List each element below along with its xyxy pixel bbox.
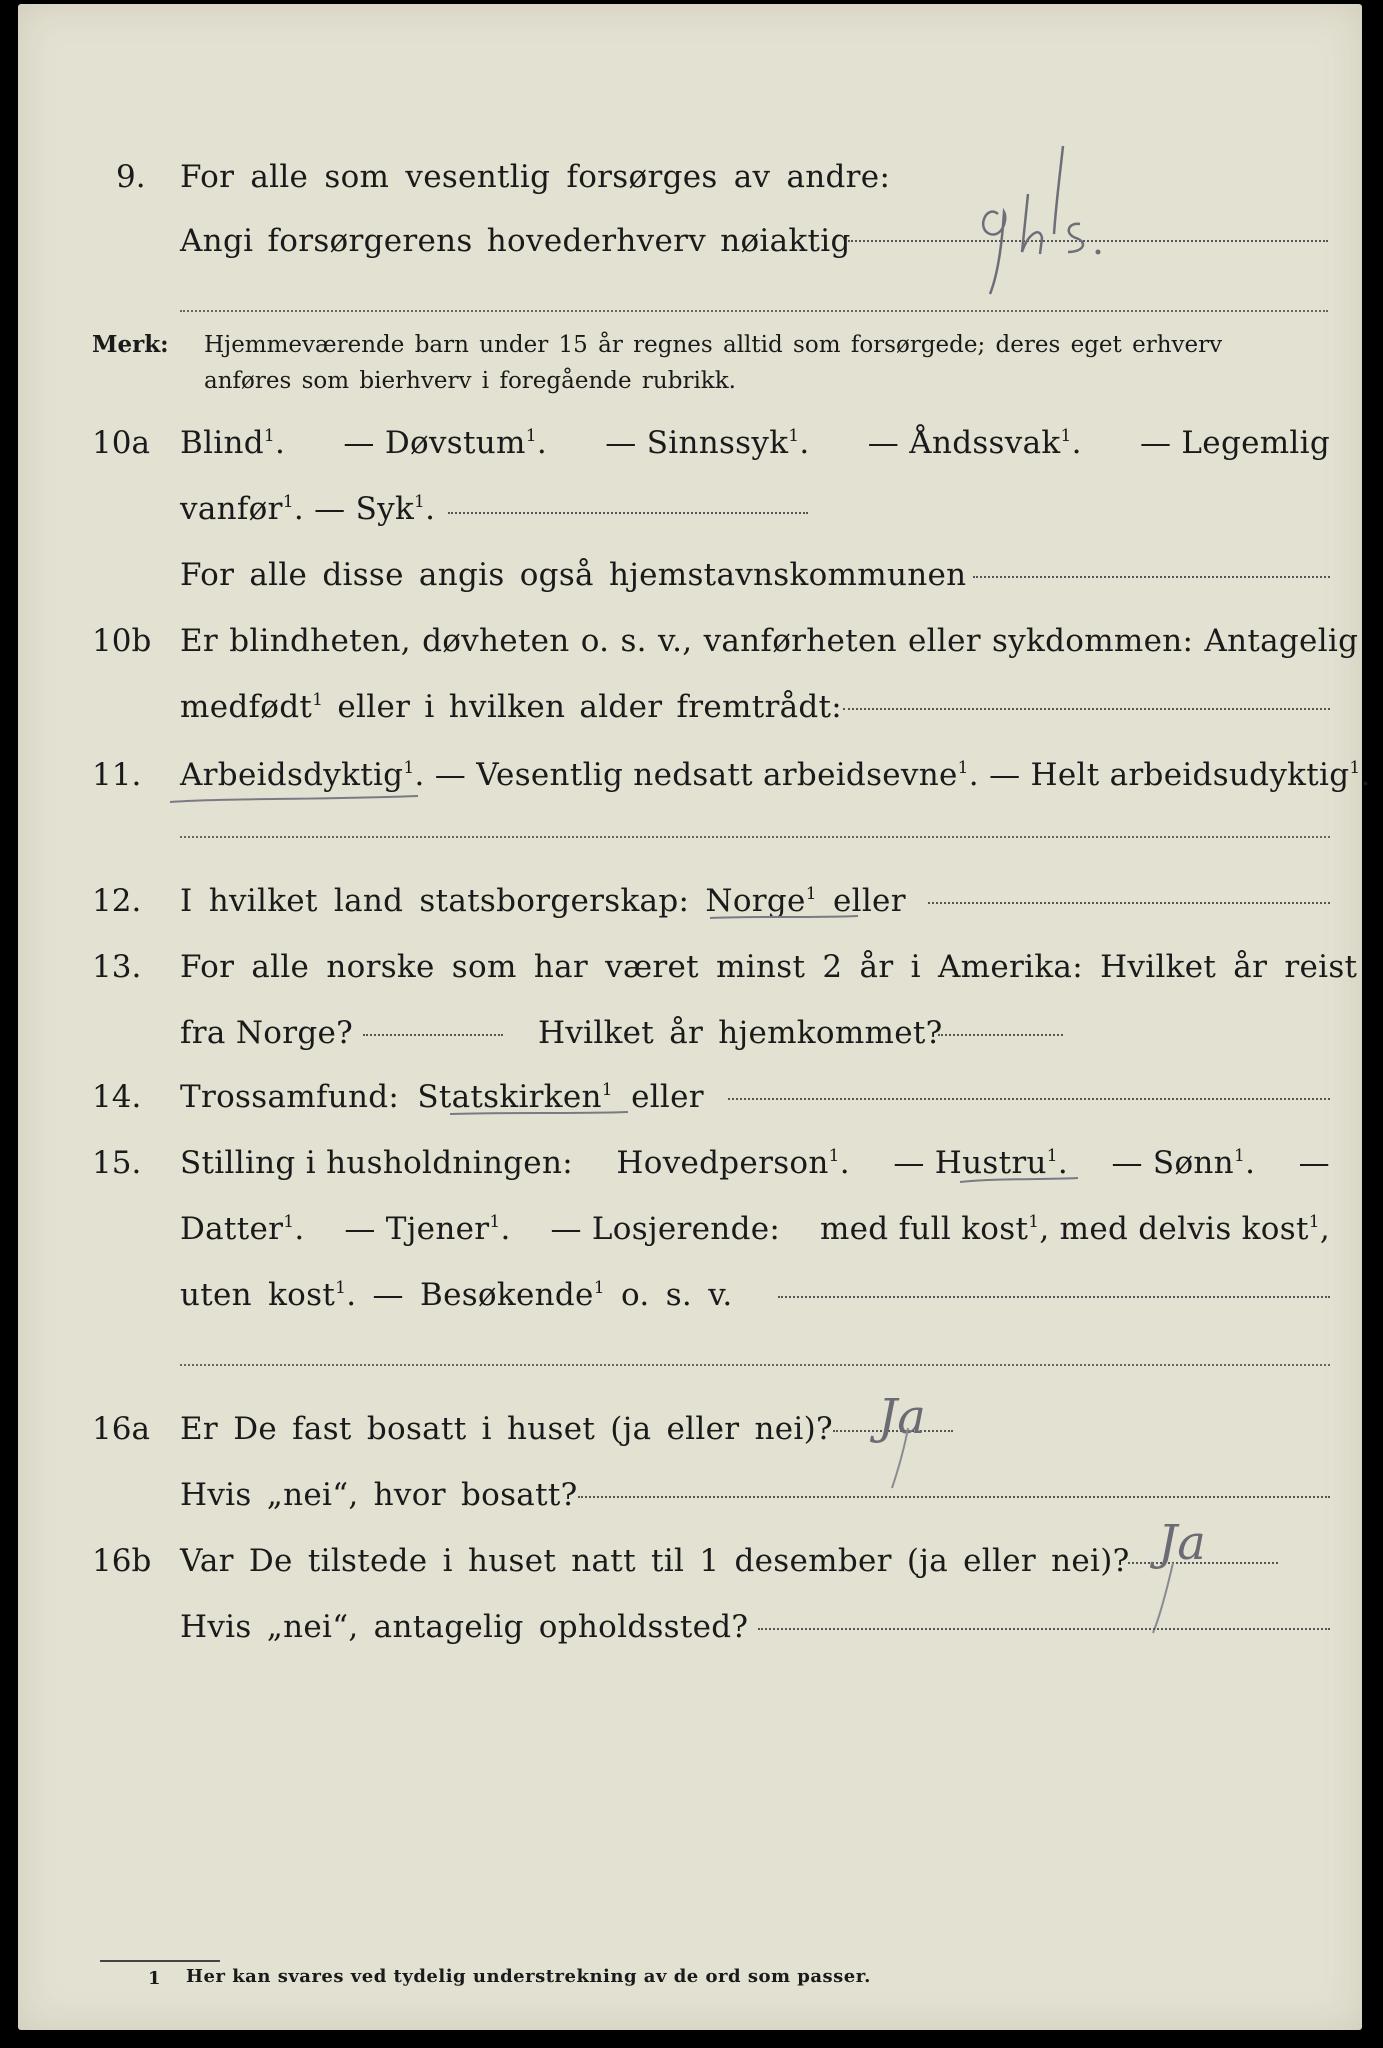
q15-line1: Stilling i husholdningen: Hovedperson$^1$. — Hustru$^1$. — Sønn$^1$. — (180, 1145, 1330, 1181)
merk-label: Merk: (92, 331, 169, 358)
q13-hjemkommet-line (938, 1034, 1063, 1036)
q12-handwritten-underline (708, 910, 868, 924)
q14-handwritten-underline (448, 1106, 638, 1120)
q13-line2b: Hvilket år hjemkommet? (538, 1015, 943, 1051)
q15-extra-line (180, 1364, 1330, 1366)
q10a-number: 10a (92, 425, 150, 461)
q15-line3: uten kost$^1$. — Besøkende$^1$ o. s. v. (180, 1277, 733, 1313)
q15-number: 15. (92, 1145, 142, 1181)
q10b-line1: Er blindheten, døvheten o. s. v., vanførheten eller sykdommen: Antagelig (180, 623, 1359, 659)
q14-answer-line (728, 1098, 1330, 1100)
q16b-handwritten-answer: Ja (1158, 1515, 1206, 1571)
q16a-handwritten-stroke (878, 1424, 918, 1494)
q13-line1: For alle norske som har været minst 2 år i Amerika: Hvilket år reist (180, 949, 1358, 985)
footnote-mark: 1 (148, 1968, 162, 1989)
q9-number: 9. (116, 159, 146, 195)
q16b-number: 16b (92, 1543, 152, 1579)
q9-line1: For alle som vesentlig forsørges av andre: (180, 159, 891, 195)
q12-line: I hvilket land statsborgerskap: Norge$^1$ eller (180, 883, 906, 919)
q16a-bosatt-line (578, 1496, 1330, 1498)
q15-line2: Datter$^1$. — Tjener$^1$. — Losjerende: med full kost$^1$, med delvis kost$^1$, (180, 1211, 1330, 1247)
q16a-line1: Er De fast bosatt i huset (ja eller nei)? (180, 1411, 833, 1447)
q13-line2a: fra Norge? (180, 1015, 354, 1051)
census-form-page (18, 4, 1371, 2030)
q16a-line2: Hvis „nei“, hvor bosatt? (180, 1477, 578, 1513)
q16a-number: 16a (92, 1411, 150, 1447)
q11-handwritten-underline (168, 790, 428, 810)
q9-extra-line (180, 310, 1328, 312)
q12-answer-line (928, 902, 1330, 904)
q13-number: 13. (92, 949, 142, 985)
q16b-line1: Var De tilstede i huset natt til 1 desember (ja eller nei)? (180, 1543, 1130, 1579)
q10a-line3: For alle disse angis også hjemstavnskommunen (180, 557, 967, 593)
q10a-line2: vanfør$^1$. — Syk$^1$. (180, 491, 436, 527)
q15-handwritten-underline (958, 1174, 1088, 1188)
footnote-text: Her kan svares ved tydelig understrekning av de ord som passer. (186, 1966, 871, 1987)
q10a-syk-line (448, 512, 808, 514)
q10b-line2: medfødt$^1$ eller i hvilken alder fremtrådt: (180, 689, 843, 725)
q14-line: Trossamfund: Statskirken$^1$ eller (180, 1079, 704, 1115)
q10a-line1: Blind$^1$. — Døvstum$^1$. — Sinnssyk$^1$. — Åndssvak$^1$. — Legemlig (180, 425, 1330, 461)
q15-answer-line (778, 1296, 1330, 1298)
q10b-answer-line (843, 708, 1330, 710)
q10a-kommune-line (973, 576, 1330, 578)
q11-number: 11. (92, 757, 142, 793)
merk-line1: Hjemmeværende barn under 15 år regnes alltid som forsørgede; deres eget erhverv (204, 332, 1223, 358)
q9-handwritten-answer (968, 134, 1128, 304)
q10b-number: 10b (92, 623, 152, 659)
q16a-handwritten-answer: Ja (878, 1389, 926, 1445)
q13-reist-line (363, 1034, 503, 1036)
q16b-opholdssted-line (758, 1628, 1330, 1630)
q11-extra-line (180, 836, 1330, 838)
footnote-rule (100, 1960, 220, 1962)
q12-number: 12. (92, 883, 142, 919)
q16b-handwritten-stroke (1143, 1559, 1183, 1639)
q14-number: 14. (92, 1079, 142, 1115)
q9-line2: Angi forsørgerens hovederhverv nøiaktig (180, 223, 851, 259)
merk-line2: anføres som bierhverv i foregående rubrikk. (204, 368, 736, 394)
q11-line: Arbeidsdyktig$^1$. — Vesentlig nedsatt arbeidsevne$^1$. — Helt arbeidsudyktig$^1$. (180, 757, 1371, 793)
q16b-line2: Hvis „nei“, antagelig opholdssted? (180, 1609, 749, 1645)
